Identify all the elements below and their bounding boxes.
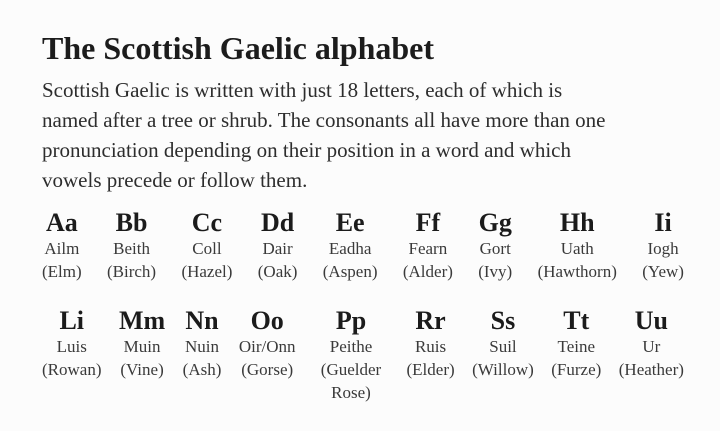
letter-cell-ii <box>642 209 684 283</box>
tree-name: (Hawthorn) <box>537 262 617 281</box>
intro-paragraph <box>42 75 684 195</box>
gaelic-name: Eadha <box>328 239 372 258</box>
letter-pair: Oo <box>250 306 284 335</box>
letter-cell-gg <box>478 209 512 283</box>
letter-cell-oo <box>239 307 296 381</box>
gaelic-name: Luis <box>56 337 87 356</box>
tree-name: (Alder) <box>402 262 453 281</box>
gaelic-name: Ur <box>642 337 661 356</box>
tree-name: (Guelder Rose) <box>320 360 382 402</box>
tree-name: (Ivy) <box>478 262 513 281</box>
letter-cell-ss <box>472 307 534 381</box>
gaelic-name: Ailm <box>44 239 80 258</box>
letter-cell-mm <box>119 307 165 381</box>
letter-cell-aa <box>42 209 82 283</box>
page-title: The Scottish Gaelic alphabet <box>42 30 435 66</box>
gaelic-name: Suil <box>489 337 517 356</box>
tree-name: (Gorse) <box>241 360 294 379</box>
letter-pair: Uu <box>634 306 668 335</box>
tree-name: (Heather) <box>618 360 684 379</box>
intro-line: vowels precede or follow them. <box>42 168 308 192</box>
letter-pair: Aa <box>45 208 78 237</box>
gaelic-name: Muin <box>123 337 161 356</box>
letter-pair: Rr <box>415 306 446 335</box>
tree-name: (Furze) <box>551 360 602 379</box>
letter-pair: Ee <box>335 208 365 237</box>
alphabet-row-1 <box>42 209 684 283</box>
letter-cell-pp <box>313 307 389 404</box>
alphabet-row-2 <box>42 307 684 404</box>
tree-name: (Ash) <box>182 360 222 379</box>
intro-line: pronunciation depending on their position in a word and which <box>42 138 571 162</box>
gaelic-name: Nuin <box>185 337 220 356</box>
letter-pair: Tt <box>563 306 590 335</box>
letter-pair: Li <box>59 306 85 335</box>
gaelic-name: Peithe <box>329 337 373 356</box>
gaelic-name: Uath <box>560 239 594 258</box>
tree-name: (Elder) <box>406 360 455 379</box>
tree-name: (Hazel) <box>181 262 233 281</box>
letter-pair: Pp <box>335 306 367 335</box>
gaelic-name: Coll <box>192 239 222 258</box>
tree-name: (Vine) <box>120 360 164 379</box>
letter-pair: Hh <box>559 208 595 237</box>
tree-name: (Rowan) <box>42 360 102 379</box>
letter-cell-rr <box>407 307 455 381</box>
tree-name: (Birch) <box>107 262 157 281</box>
gaelic-name: Dair <box>262 239 293 258</box>
letter-cell-dd <box>258 209 298 283</box>
tree-name: (Oak) <box>257 262 298 281</box>
gaelic-name: Beith <box>113 239 150 258</box>
letter-cell-hh <box>538 209 617 283</box>
letter-cell-cc <box>181 209 232 283</box>
tree-name: (Aspen) <box>322 262 378 281</box>
tree-name: (Yew) <box>642 262 684 281</box>
letter-pair: Ss <box>490 306 516 335</box>
letter-cell-tt <box>551 307 601 381</box>
letter-cell-uu <box>619 307 684 381</box>
tree-name: (Elm) <box>42 262 82 281</box>
letter-pair: Bb <box>115 208 148 237</box>
letter-cell-ee <box>323 209 378 283</box>
letter-pair: Dd <box>260 208 295 237</box>
letter-pair: Gg <box>478 208 512 237</box>
intro-line: Scottish Gaelic is written with just 18 letters, each of which is <box>42 78 563 102</box>
tree-name: (Willow) <box>472 360 534 379</box>
intro-line: named after a tree or shrub. The consonants all have more than one <box>42 108 606 132</box>
gaelic-name: Teine <box>557 337 596 356</box>
letter-cell-bb <box>107 209 156 283</box>
gaelic-name: Oir/Onn <box>238 337 296 356</box>
gaelic-name: Ruis <box>414 337 447 356</box>
gaelic-name: Gort <box>479 239 511 258</box>
letter-cell-li <box>42 307 101 381</box>
gaelic-name: Iogh <box>647 239 679 258</box>
letter-cell-nn <box>183 307 222 381</box>
letter-cell-ff <box>403 209 453 283</box>
letter-pair: Mm <box>118 306 166 335</box>
letter-pair: Cc <box>191 208 223 237</box>
letter-pair: Ii <box>654 208 672 237</box>
letter-pair: Ff <box>415 208 441 237</box>
letter-pair: Nn <box>185 306 219 335</box>
gaelic-name: Fearn <box>408 239 448 258</box>
